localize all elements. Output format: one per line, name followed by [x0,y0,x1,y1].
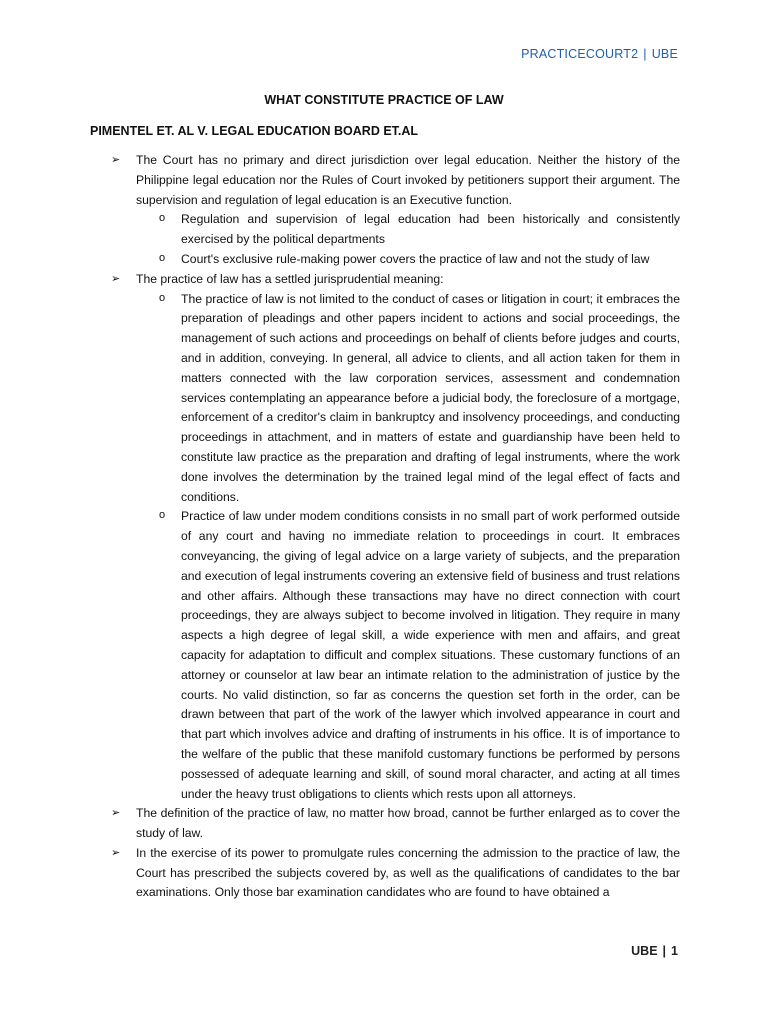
sub-bullet-item [90,290,680,508]
sub-bullet-item [90,250,680,270]
bullet-item [90,151,680,210]
bullet-text: The Court has no primary and direct jurisdiction over legal education. Neither the history of the Philippine legal education nor the Rules of Court invoked by petitioners support their argument. The supervision and regulation of legal education is an Executive function. [136,153,680,207]
bullet-item [90,844,680,903]
circle-bullet-icon: o [159,251,166,264]
arrow-bullet-icon: ➢ [111,846,121,859]
page-number: 1 [671,944,678,958]
arrow-bullet-icon: ➢ [111,807,121,820]
header-right: UBE [651,47,678,61]
circle-bullet-icon: o [159,212,166,225]
header-separator: | [643,47,647,61]
footer-separator: | [662,944,667,958]
arrow-bullet-icon: ➢ [111,154,121,166]
document-title: WHAT CONSTITUTE PRACTICE OF LAW [264,93,504,107]
page-footer [631,944,678,958]
bullet-text: The definition of the practice of law, no matter how broad, cannot be further enlarged as to cover the study of law. [136,806,680,841]
footer-label: UBE [631,944,658,958]
page-header [521,47,678,61]
circle-bullet-icon: o [159,291,166,304]
case-title: PIMENTEL ET. AL V. LEGAL EDUCATION BOARD ET.AL [90,124,419,138]
sub-bullet-text: Regulation and supervision of legal education had been historically and consistently exercised by the political departments [181,212,680,247]
sub-bullet-item [90,507,680,804]
document-body [90,151,680,903]
arrow-bullet-icon: ➢ [111,272,121,285]
sub-bullet-text: Practice of law under modem conditions consists in no small part of work performed outside of any court and having no immediate relation to proceedings in court. It embraces conveyancing, the giving of legal advice on a large variety of subjects, and the preparation and execution of legal instruments covering an extensive field of business and trust relations and other affairs. Although these transactions may have no direct connection with court proceedings, they are always subject to become involved in litigation. They require in many aspects a high degree of legal skill, a wide experience with men and affairs, and great capacity for adaptation to difficult and complex situations. These customary functions of an attorney or counselor at law bear an intimate relation to the administration of justice by the courts. No valid distinction, so far as concerns the question set forth in the order, can be drawn between that part of the work of the lawyer which involved appearance in court and that part which involves advice and drafting of instruments in his office. It is of importance to the welfare of the public that these manifold customary functions be performed by persons possessed of adequate learning and skill, of sound moral character, and acting at all times under the heavy trust obligations to clients which rests upon all attorneys. [181,509,680,801]
bullet-text: In the exercise of its power to promulgate rules concerning the admission to the practice of law, the Court has prescribed the subjects covered by, as well as the qualifications of candidates to the bar examinations. Only those bar examination candidates who are found to have obtained a [136,845,680,900]
header-left: PRACTICECOURT2 [521,47,639,61]
sub-bullet-item [90,210,680,250]
bullet-text: The practice of law has a settled jurisprudential meaning: [136,271,444,286]
circle-bullet-icon: o [159,509,166,522]
bullet-item [90,270,680,290]
sub-bullet-text: The practice of law is not limited to the conduct of cases or litigation in court; it embraces the preparation of pleadings and other papers incident to actions and social proceedings, the management of such actions and proceedings on behalf of clients before judges and courts, and in addition, conveying. In general, all advice to clients, and all action taken for them in matters connected with the law corporation services, assessment and condemnation services contemplating an appearance before a judicial body, the foreclosure of a mortgage, enforcement of a creditor's claim in bankruptcy and insolvency proceedings, and conducting proceedings in attachment, and in matters of estate and guardianship have been held to constitute law practice as the preparation and drafting of legal instruments, where the work done involves the determination by the trained legal mind of the legal effect of facts and conditions. [181,291,680,504]
bullet-item [90,804,680,844]
sub-bullet-text: Court's exclusive rule-making power covers the practice of law and not the study of law [181,251,650,266]
